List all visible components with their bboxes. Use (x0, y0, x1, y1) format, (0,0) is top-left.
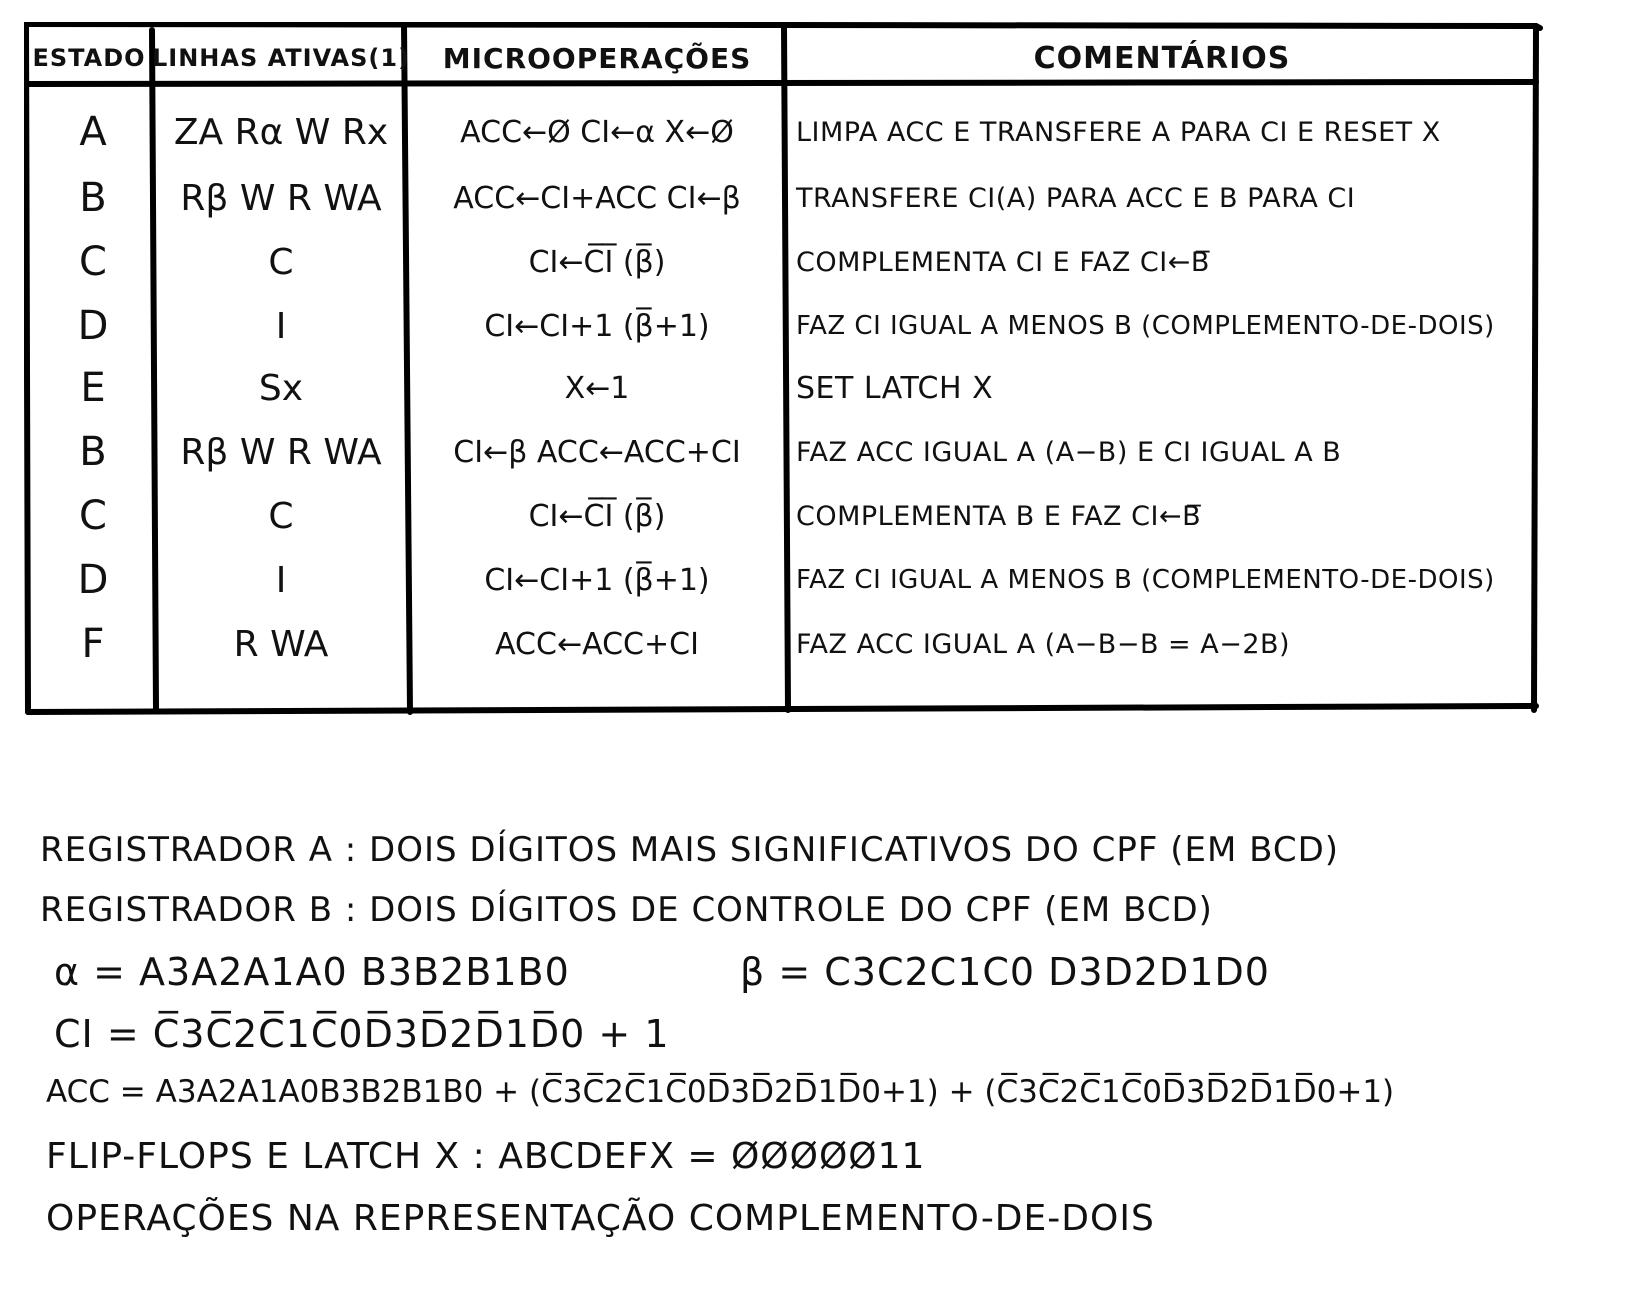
cell-active-lines: C (268, 495, 294, 537)
cell-microoperations: CI←CI+1 (β̅+1) (484, 562, 710, 598)
note-register-alpha: REGISTRADOR Α : DOIS DÍGITOS MAIS SIGNIFICATIVOS DO CPF (EM BCD) (40, 830, 1340, 870)
table-row (24, 420, 1602, 484)
cell-active-lines: I (275, 305, 287, 347)
header-active-lines: LINHAS ATIVAS(1) (151, 44, 411, 72)
note-flipflops: FLIP-FLOPS E LATCH X : ABCDEFX = ØØØØØ11 (46, 1136, 926, 1177)
cell-state: C (79, 493, 107, 539)
header-microoperations: MICROOPERAÇÕES (442, 41, 752, 75)
cell-active-lines: R WA (233, 623, 329, 665)
cell-active-lines: C (268, 241, 294, 283)
cell-state: B (79, 175, 107, 221)
note-alpha-equation: α = A3A2A1A0 B3B2B1B0 (54, 950, 570, 994)
cell-state: B (79, 429, 107, 475)
state-table (24, 22, 1602, 740)
note-operations: OPERAÇÕES NA REPRESENTAÇÃO COMPLEMENTO-DE-DOIS (46, 1198, 1155, 1239)
cell-active-lines: ZA Rα W Rx (173, 111, 389, 153)
cell-comment: COMPLEMENTA Β E FAZ CI←Β̅ (796, 500, 1202, 532)
cell-microoperations: ACC←Ø CI←α X←Ø (460, 114, 734, 150)
table-row (24, 166, 1602, 230)
cell-active-lines: I (275, 559, 287, 601)
cell-state: F (81, 621, 105, 667)
cell-microoperations: CI←C̅I̅ (β̅) (528, 498, 666, 534)
header-comments: COMENTÁRIOS (1033, 40, 1291, 76)
cell-state: A (79, 109, 107, 155)
table-row (24, 294, 1602, 358)
cell-state: C (79, 239, 107, 285)
cell-comment: TRANSFERE CI(Α) PARA ACC E Β PARA CI (796, 182, 1356, 214)
table-row (24, 548, 1602, 612)
cell-microoperations: ACC←CI+ACC CI←β (453, 180, 741, 216)
note-acc-equation: ACC = A3A2A1A0B3B2B1B0 + (C̅3C̅2C̅1C̅0D̅3D̅2D̅1D̅0+1) + (C̅3C̅2C̅1C̅0D̅3D̅2D̅1D̅0+1) (46, 1074, 1395, 1110)
cell-microoperations: X←1 (564, 370, 630, 406)
cell-comment: SET LATCH X (796, 370, 994, 406)
table-row (24, 230, 1602, 294)
cell-comment: FAZ CI IGUAL A MENOS Β (COMPLEMENTO-DE-DOIS) (796, 311, 1495, 341)
cell-microoperations: ACC←ACC+CI (495, 626, 699, 662)
cell-microoperations: CI←C̅I̅ (β̅) (528, 244, 666, 280)
note-ci-equation: CI = C̅3C̅2C̅1C̅0D̅3D̅2D̅1D̅0 + 1 (54, 1012, 670, 1056)
note-register-beta: REGISTRADOR Β : DOIS DÍGITOS DE CONTROLE DO CPF (EM BCD) (40, 890, 1213, 930)
cell-active-lines: Rβ W R WA (180, 177, 382, 219)
cell-comment: FAZ ACC IGUAL A (Α−Β−Β = Α−2Β) (796, 628, 1291, 660)
cell-state: E (80, 365, 106, 411)
cell-state: D (77, 303, 109, 349)
cell-comment: FAZ CI IGUAL A MENOS Β (COMPLEMENTO-DE-DOIS) (796, 565, 1495, 595)
table-row (24, 100, 1602, 164)
cell-comment: FAZ ACC IGUAL A (Α−Β) E CI IGUAL A Β (796, 436, 1342, 468)
cell-active-lines: Rβ W R WA (180, 431, 382, 473)
cell-active-lines: Sx (258, 367, 304, 409)
table-row (24, 356, 1602, 420)
cell-microoperations: CI←CI+1 (β̅+1) (484, 308, 710, 344)
cell-comment: LIMPA ACC E TRANSFERE Α PARA CI E RESET X (796, 116, 1441, 148)
note-beta-equation: β = C3C2C1C0 D3D2D1D0 (740, 950, 1270, 994)
cell-state: D (77, 557, 109, 603)
header-state: ESTADO (32, 44, 146, 72)
table-row (24, 612, 1602, 676)
cell-comment: COMPLEMENTA CI E FAZ CI←Β̅ (796, 246, 1210, 278)
table-row (24, 484, 1602, 548)
cell-microoperations: CI←β ACC←ACC+CI (453, 434, 741, 470)
